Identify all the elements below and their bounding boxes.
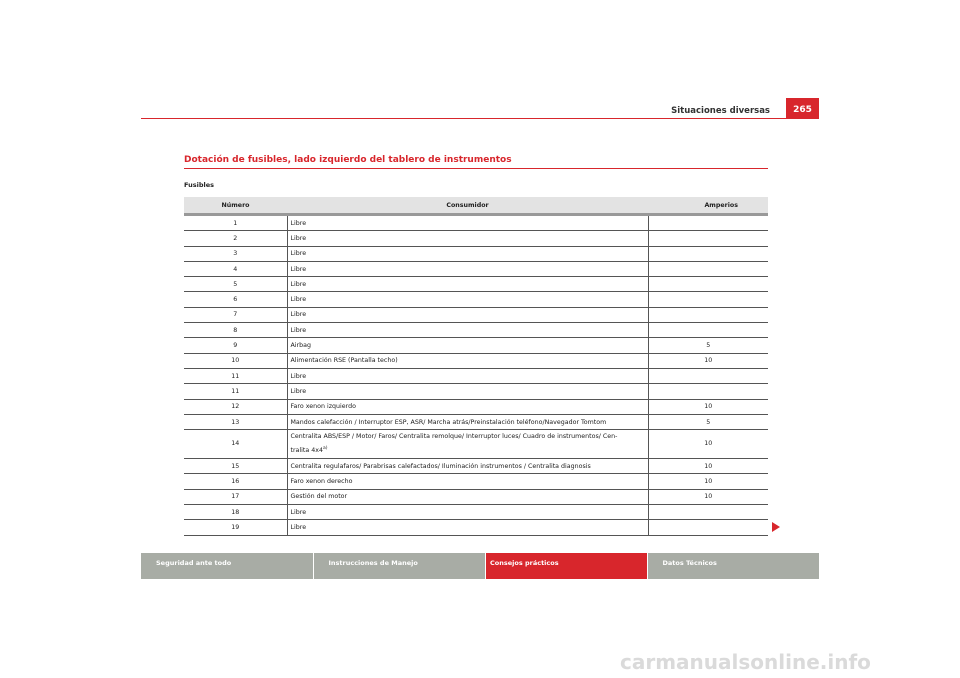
table-row [184,368,768,383]
fuse-table [184,197,768,536]
cell-consumidor: Libre [287,307,648,322]
cell-consumidor: Libre [287,231,648,246]
table-row [184,430,768,459]
cell-amperios [648,323,768,338]
cell-consumidor-line2: tralita 4x4 [290,447,323,455]
cell-numero: 7 [184,307,287,322]
cell-amperios: 10 [648,353,768,368]
cell-amperios [648,307,768,322]
cell-consumidor: Libre [287,520,648,535]
table-row [184,292,768,307]
cell-numero: 4 [184,261,287,276]
cell-consumidor: Libre [287,384,648,399]
cell-amperios [648,261,768,276]
cell-consumidor: Mandos calefacción / Interruptor ESP, ASR/ Marcha atrás/Preinstalación teléfono/Navegador Tomtom [287,414,648,429]
section-title: Dotación de fusibles, lado izquierdo del tablero de instrumentos [184,155,512,165]
cell-consumidor: Libre [287,277,648,292]
table-row [184,505,768,520]
footer-tab-seguridad[interactable]: Seguridad ante todo [141,553,314,579]
cell-consumidor: Libre [287,323,648,338]
cell-numero: 12 [184,399,287,414]
cell-amperios: 5 [648,414,768,429]
next-page-arrow-icon[interactable] [772,522,780,532]
cell-numero: 1 [184,215,287,231]
cell-numero: 10 [184,353,287,368]
table-row [184,231,768,246]
cell-numero: 9 [184,338,287,353]
cell-amperios [648,215,768,231]
cell-consumidor-line1: Centralita ABS/ESP / Motor/ Faros/ Centralita remolque/ Interruptor luces/ Cuadro de instrumentos/ Cen- [290,433,618,441]
table-row [184,414,768,429]
cell-numero: 6 [184,292,287,307]
cell-consumidor: Centralita regulafaros/ Parabrisas calefactados/ Iluminación instrumentos / Centralita diagnosis [287,459,648,474]
cell-consumidor: Libre [287,246,648,261]
cell-consumidor [287,430,648,459]
cell-amperios [648,384,768,399]
header-divider [141,118,819,119]
cell-amperios: 10 [648,430,768,459]
cell-amperios [648,368,768,383]
cell-amperios: 5 [648,338,768,353]
cell-numero: 8 [184,323,287,338]
column-header-consumidor: Consumidor [287,197,648,215]
table-row [184,384,768,399]
cell-consumidor: Libre [287,505,648,520]
table-header-row [184,197,768,215]
cell-amperios: 10 [648,459,768,474]
table-row [184,520,768,535]
cell-numero: 11 [184,384,287,399]
cell-consumidor: Gestión del motor [287,489,648,504]
page-number: 265 [786,98,819,118]
cell-amperios [648,231,768,246]
table-row [184,474,768,489]
footer-tab-datos[interactable]: Datos Técnicos [648,553,820,579]
cell-consumidor: Libre [287,368,648,383]
cell-amperios [648,277,768,292]
cell-amperios [648,292,768,307]
footnote-marker: a) [322,446,328,452]
table-row [184,323,768,338]
column-header-numero: Número [184,197,287,215]
table-row [184,307,768,322]
cell-amperios [648,505,768,520]
cell-consumidor: Libre [287,292,648,307]
cell-consumidor: Airbag [287,338,648,353]
section-divider [184,168,768,169]
cell-numero: 14 [184,430,287,459]
table-row [184,353,768,368]
cell-numero: 15 [184,459,287,474]
cell-amperios: 10 [648,474,768,489]
table-row [184,215,768,231]
table-row [184,459,768,474]
cell-numero: 5 [184,277,287,292]
cell-numero: 3 [184,246,287,261]
footer-tab-consejos[interactable]: Consejos prácticos [486,553,648,579]
watermark: carmanualsonline.info [620,650,871,674]
table-row [184,246,768,261]
cell-amperios: 10 [648,399,768,414]
cell-amperios: 10 [648,489,768,504]
footer-tab-instrucciones[interactable]: Instrucciones de Manejo [314,553,487,579]
table-row [184,338,768,353]
cell-numero: 19 [184,520,287,535]
footer-nav [141,553,819,579]
cell-numero: 11 [184,368,287,383]
table-row [184,489,768,504]
chapter-title: Situaciones diversas [671,106,770,116]
cell-numero: 13 [184,414,287,429]
cell-numero: 18 [184,505,287,520]
table-row [184,399,768,414]
cell-amperios [648,246,768,261]
cell-consumidor: Faro xenon derecho [287,474,648,489]
cell-consumidor: Libre [287,215,648,231]
cell-numero: 2 [184,231,287,246]
cell-consumidor: Faro xenon izquierdo [287,399,648,414]
cell-amperios [648,520,768,535]
table-row [184,261,768,276]
table-row [184,277,768,292]
column-header-amperios: Amperios [648,197,768,215]
cell-consumidor: Libre [287,261,648,276]
cell-numero: 17 [184,489,287,504]
fuse-table-body [184,215,768,536]
cell-numero: 16 [184,474,287,489]
subheading: Fusibles [184,181,214,189]
cell-consumidor: Alimentación RSE (Pantalla techo) [287,353,648,368]
